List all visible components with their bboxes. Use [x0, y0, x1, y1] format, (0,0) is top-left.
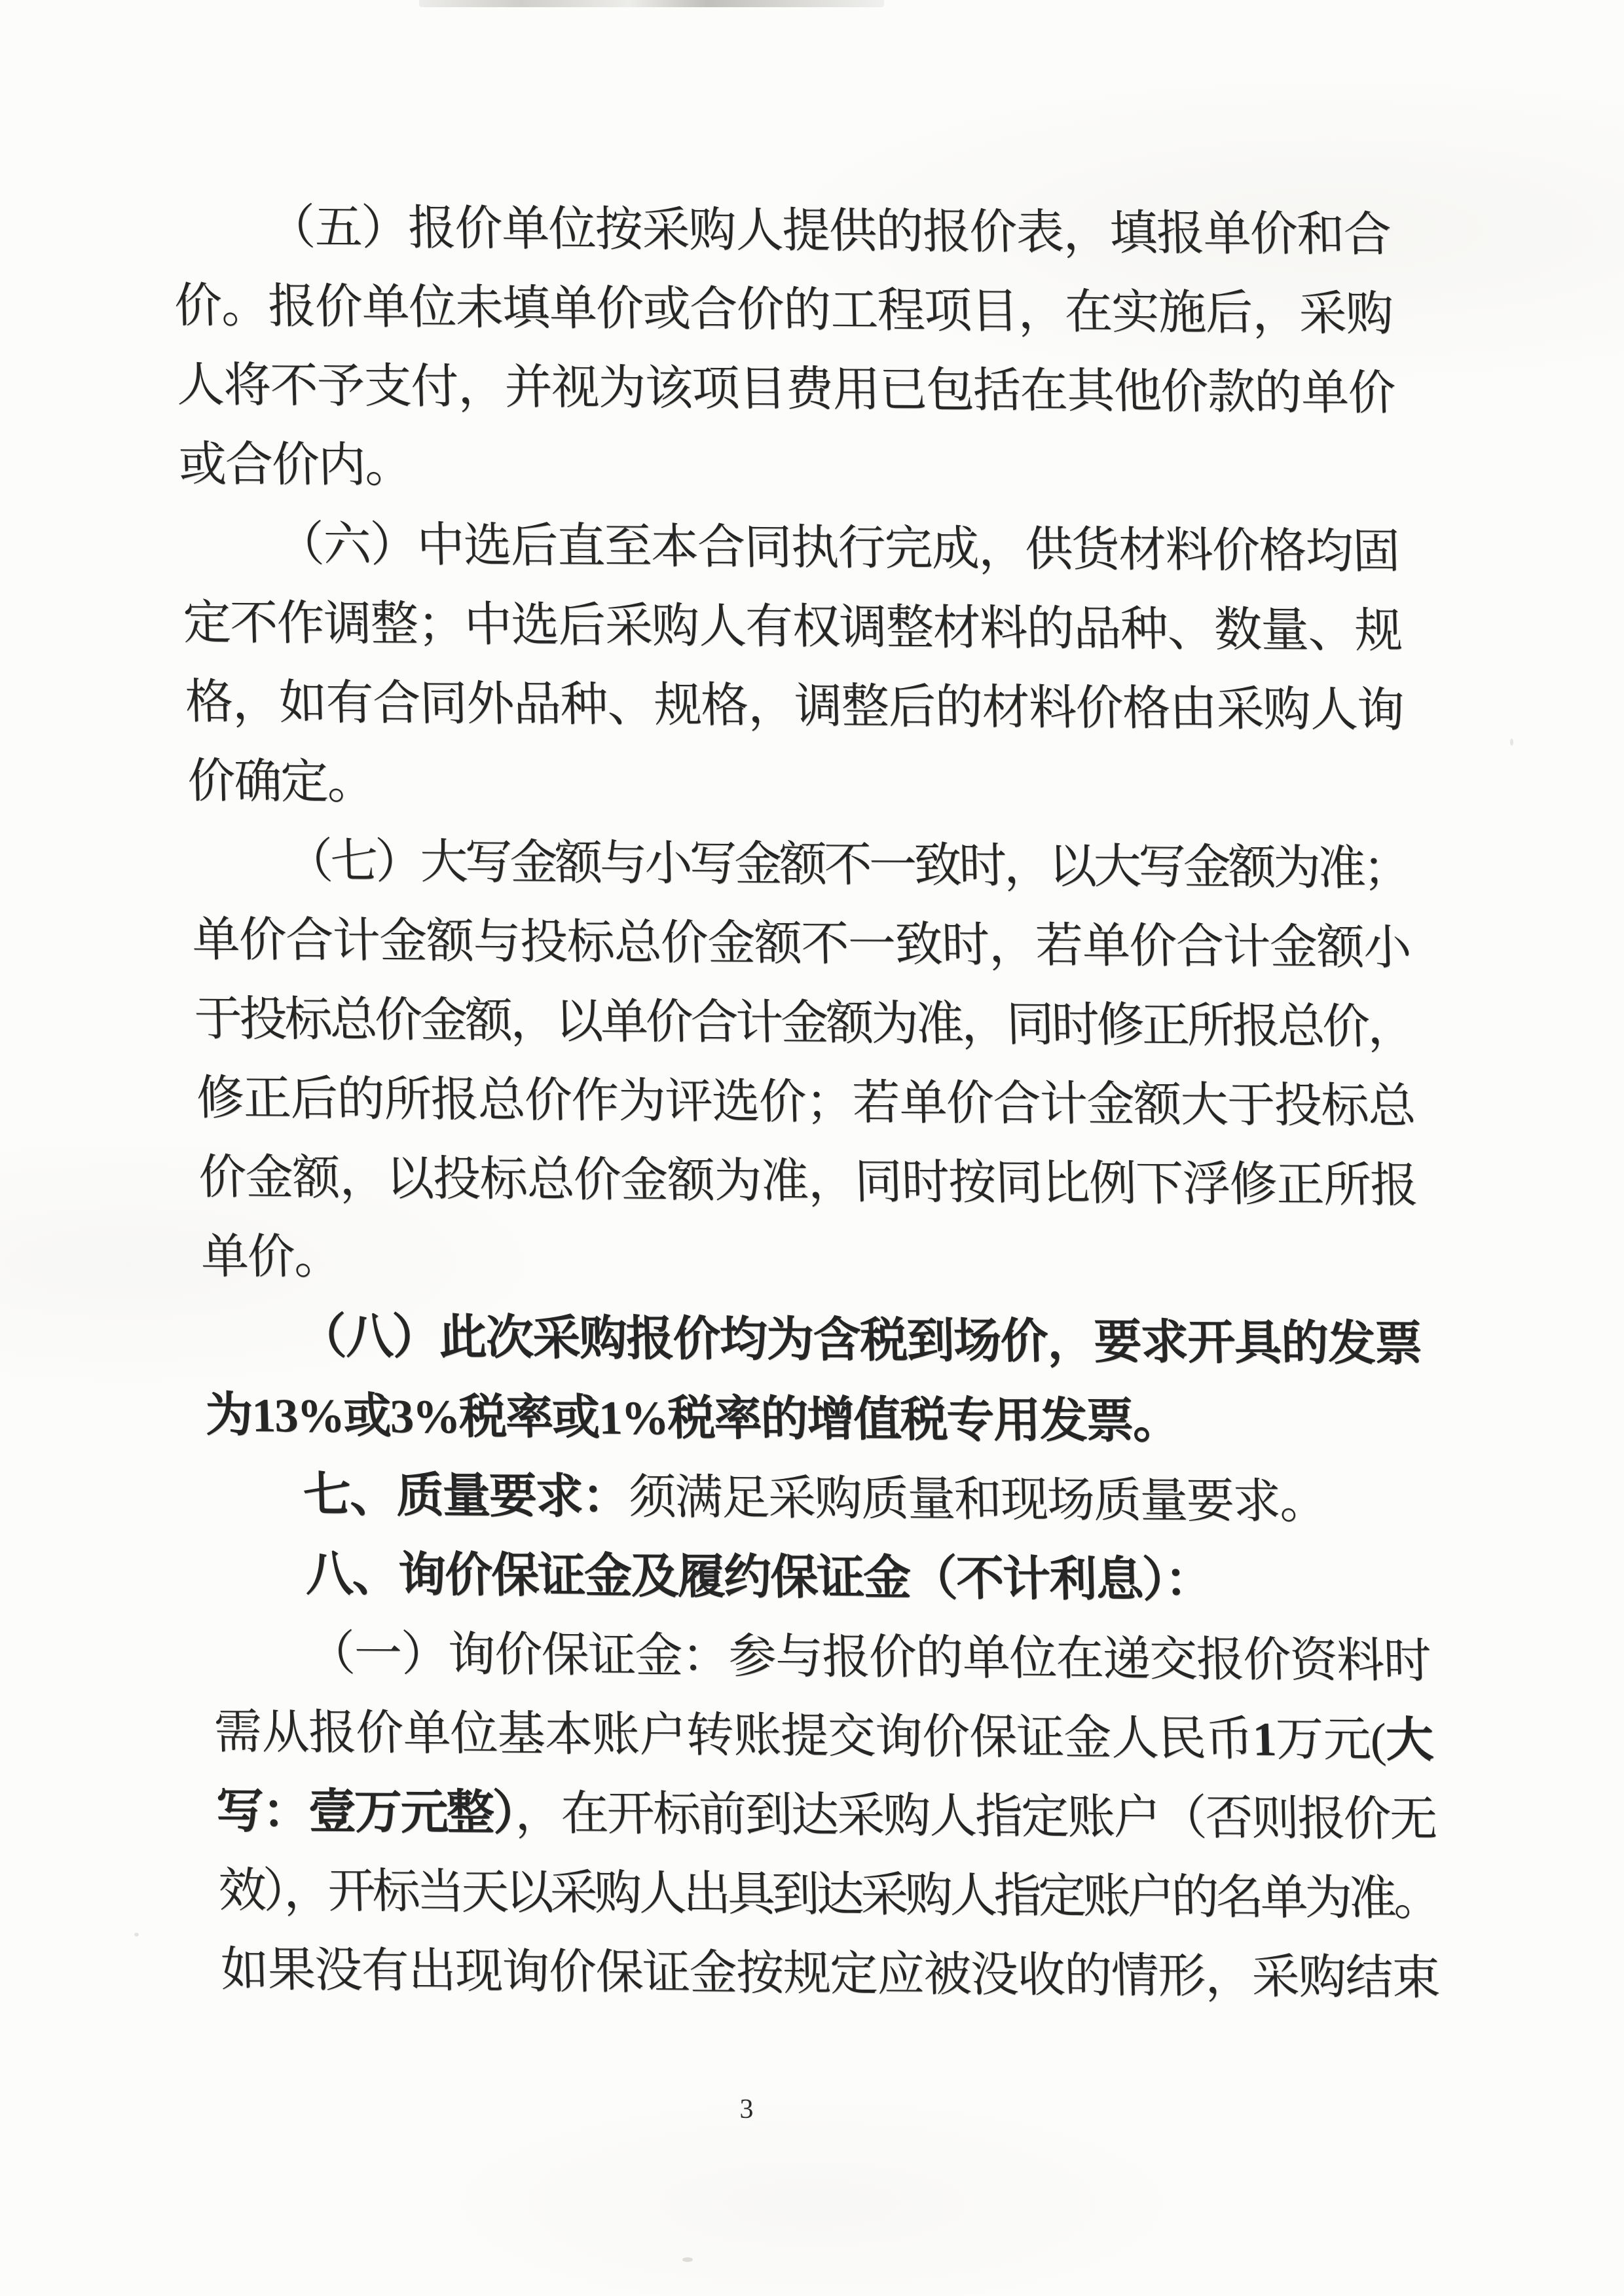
document-line: [182, 583, 1402, 670]
text-run: 或合价内。: [177, 437, 413, 492]
text-run: （六）中选后直至本合同执行完成，供货材料价格均固: [276, 517, 1400, 579]
document-line: [209, 1534, 1429, 1622]
text-run: 万元(: [1274, 1713, 1386, 1767]
document-line: [206, 1455, 1426, 1542]
document-line: [193, 979, 1413, 1066]
scan-artifact-speck: [1510, 738, 1513, 746]
text-run: 价确定。: [187, 754, 375, 809]
page-number: 3: [739, 2094, 754, 2124]
text-run: （八）此次采购报价均为含税到场价，要求开具的发票: [298, 1309, 1422, 1371]
text-run: （五）报价单位按采购人提供的报价表，填报单价和合: [267, 200, 1391, 262]
document-line: [202, 1296, 1422, 1384]
text-run: 单价。: [200, 1230, 341, 1285]
document-line: [174, 266, 1393, 354]
document-line: [200, 1217, 1420, 1305]
text-run: ，在开标前到达采购人指定账户（否则报价无: [513, 1786, 1435, 1846]
document-line: [175, 345, 1395, 433]
text-run: 价金额，以投标总价金额为准，同时按同比例下浮修正所报: [198, 1150, 1418, 1212]
document-line: [191, 900, 1411, 987]
text-run: 价。报价单位未填单价或合价的工程项目，在实施后，采购: [174, 279, 1393, 341]
scan-artifact-speck: [682, 2257, 693, 2262]
document-line: [217, 1851, 1437, 1939]
text-run: 须满足采购质量和现场质量要求。: [627, 1470, 1327, 1529]
document-line: [204, 1376, 1424, 1463]
text-run: 需从报价单位基本账户转账提交询价保证金人民币: [213, 1705, 1254, 1766]
document-line: [180, 503, 1400, 591]
text-run: 效），开标当天以采购人出具到达采购人指定账户的名单为准。: [217, 1863, 1437, 1925]
document-line: [215, 1772, 1435, 1859]
scan-artifact-speck: [134, 1933, 139, 1937]
text-run: 写：壹万元整）: [215, 1784, 516, 1840]
text-run: 八、询价保证金及履约保证金（不计利息）：: [304, 1547, 1212, 1607]
document-line: [198, 1138, 1418, 1226]
scan-artifact-top-edge: [419, 0, 884, 7]
document-line: [220, 1930, 1440, 2018]
text-run: 单价合计金额与投标总价金额不一致时，若单价合计金额小: [191, 913, 1411, 975]
text-run: 格，如有合同外品种、规格，调整后的材料价格由采购人询: [184, 675, 1405, 737]
document-line: [189, 820, 1409, 908]
text-run: 人将不予支付，并视为该项目费用已包括在其他价款的单价: [175, 358, 1395, 420]
text-run: 大: [1384, 1713, 1433, 1767]
document-line: [211, 1613, 1431, 1701]
document-line: [184, 662, 1404, 750]
document-line: [195, 1058, 1415, 1146]
text-run: （七）大写金额与小写金额不一致时，以大写金额为准；: [284, 834, 1409, 896]
text-run: 为13%或3%税率或1%税率的增值税专用发票。: [204, 1388, 1180, 1449]
document-text-block: [171, 187, 1440, 2018]
text-run: （一）询价保证金：参与报价的单位在递交报价资料时: [306, 1626, 1431, 1688]
text-run: 如果没有出现询价保证金按规定应被没收的情形，采购结束: [220, 1942, 1440, 2005]
document-line: [213, 1692, 1433, 1780]
text-run: 1: [1251, 1712, 1276, 1766]
text-run: 于投标总价金额，以单价合计金额为准，同时修正所报总价，: [193, 992, 1413, 1054]
text-run: 定不作调整；中选后采购人有权调整材料的品种、数量、规: [182, 596, 1402, 658]
text-run: 修正后的所报总价作为评选价；若单价合计金额大于投标总: [195, 1071, 1416, 1133]
document-line: [187, 741, 1407, 829]
text-run: 七、质量要求：: [302, 1468, 630, 1524]
document-line: [177, 424, 1397, 512]
document-line: [171, 187, 1391, 274]
